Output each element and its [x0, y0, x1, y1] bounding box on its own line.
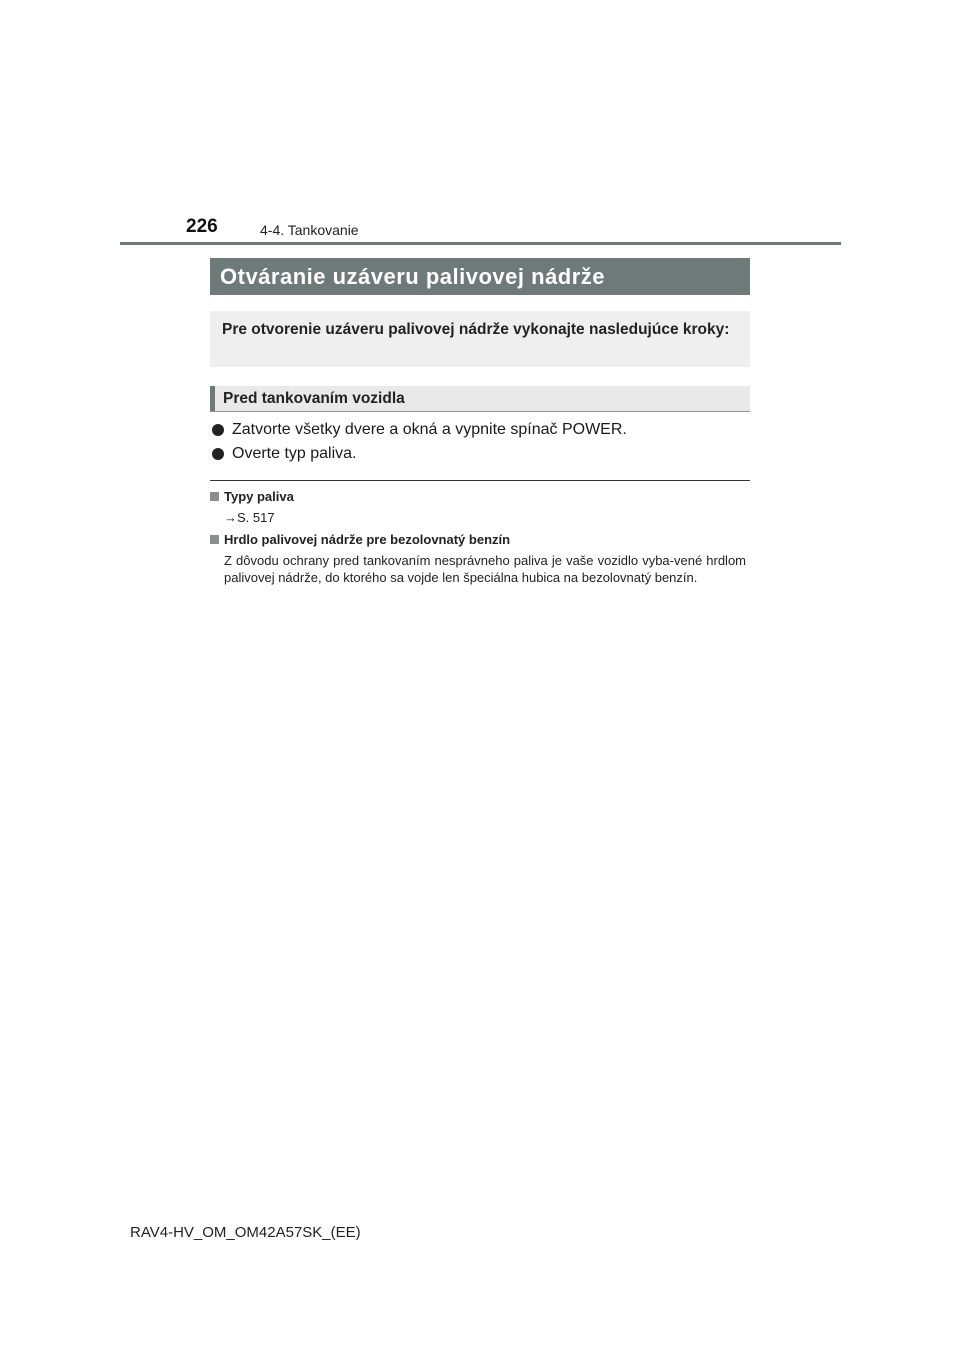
square-bullet-icon: [210, 492, 219, 501]
subsection-accent-bar: [210, 386, 215, 411]
section-banner: [210, 258, 750, 295]
section-end-rule: [210, 480, 750, 481]
bullet-icon: [212, 448, 224, 460]
note-body: →S. 517: [224, 510, 275, 525]
bullet-icon: [212, 424, 224, 436]
list-item: [212, 442, 750, 466]
bullet-list: [212, 418, 750, 466]
note-heading: [210, 531, 746, 548]
page-number: 226: [186, 216, 218, 237]
note-fuel-types: [210, 488, 746, 526]
note-fuel-filler-neck: [210, 531, 746, 586]
list-item: [212, 418, 750, 442]
note-title: Hrdlo palivovej nádrže pre bezolovnatý benzín: [224, 532, 511, 547]
intro-box: Pre otvorenie uzáveru palivovej nádrže vykonajte nasledujúce kroky:: [210, 311, 750, 367]
header-rule: [120, 242, 841, 245]
square-bullet-icon: [210, 535, 219, 544]
running-head: 4-4. Tankovanie: [260, 222, 359, 238]
footer-doc-code: RAV4-HV_OM_OM42A57SK_(EE): [130, 1224, 361, 1241]
note-heading: [210, 488, 746, 505]
note-body: Z dôvodu ochrany pred tankovaním nesprávneho paliva je vaše vozidlo vyba-vené hrdlom palivovej nádrže, do ktorého sa vojde len špeciálna hubica na bezolovnatý benzín.: [224, 553, 746, 585]
section-title: Otváranie uzáveru palivovej nádrže: [220, 263, 606, 289]
bullet-text: Overte typ paliva.: [232, 445, 357, 462]
subsection-title: Pred tankovaním vozidla: [223, 390, 405, 407]
note-title: Typy paliva: [224, 489, 294, 504]
subsection-header: [210, 386, 750, 412]
bullet-text: Zatvorte všetky dvere a okná a vypnite spínač POWER.: [232, 421, 627, 438]
